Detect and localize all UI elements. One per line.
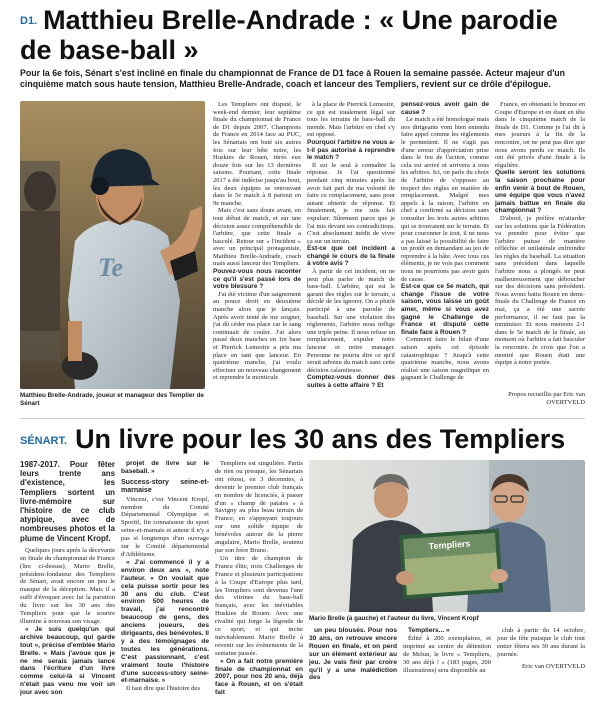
- article2-title: Un livre pour les 30 ans des Templiers: [75, 424, 566, 454]
- article1-column-1: [213, 101, 301, 409]
- article2-column-2: [121, 460, 209, 698]
- article1-title: Matthieu Brelle-Andrade : « Une parodie de base-ball »: [20, 5, 558, 66]
- article2-column-1: [20, 460, 115, 698]
- article1-col2-q1: Pourquoi l'arbitre ne vous a-t-il pas autorisé à reprendre le match ?: [307, 138, 395, 162]
- article1-lead: Pour la 6e fois, Sénart s'est incliné en finale du championnat de France de D1 face à Rouen la semaine passée. Acteur majeur d'un cinquième match sous haute tension, Matthieu Brelle-Andrade, coach et lanceur des Templiers, revient sur ce drôle d'épilogue.: [20, 68, 566, 89]
- article2-headline: [20, 424, 585, 456]
- article1-col4-q1: Quelle seront les solutions la saison prochaine pour enfin venir à bout de Rouen, une équipe que vous n'avez jamais battue en finale du championnat ?: [495, 169, 585, 215]
- article1-signature: [495, 388, 585, 408]
- article2-col2-p4: Il faut dire que l'histoire des: [126, 685, 200, 693]
- article2-column-3: [215, 460, 303, 698]
- article2-col5-p2: Édité à 200 exemplaires, et imprimé au centre de détention de Melun, le livre « Templiers, 30 ans déjà ! » (183 pages, 200 illustrations) sera disponible au: [403, 634, 491, 674]
- book-presentation-photo: [309, 460, 585, 612]
- article1-col2-p2: Il est le seul à connaître la réponse. Je l'ai questionné pendant cinq minutes après lui avoir fait part de ma volonté de faire ce remplacement, sans pour autant obtenir de réponse. Et finalement, je me suis fait expulser. Sûrement parce que je l'ai mis devant ses contradictions. C'est absolument inédit de vivre ça sur un terrain.: [307, 161, 395, 245]
- article2-col2-p3: « J'ai commencé il y a environ deux ans », note l'auteur. « On voulait que cela puisse sortir pour les 30 ans du club. C'est environ 500 heures de travail, j'ai rencontré beaucoup de gens, des anciens joueurs, des dirigeants, des bénévoles. Il y a des témoignages de toutes les générations. C'est passionnant, c'est vraiment toute l'histoire d'une success-story seine-et-marnaise. »: [121, 558, 209, 685]
- article1-col2-q2: Est-ce que cet incident a changé le cours de la finale à votre avis ?: [307, 245, 395, 268]
- article2-col3-p3: « On a fait notre première finale de championnat en 2007, pour nos 20 ans, déjà face à Rouen, et on s'était fait: [215, 657, 303, 697]
- article2-subheading: Success-story seine-et-marnaise: [121, 478, 209, 494]
- article2-column-5: [403, 627, 491, 698]
- article2-col2-p1: projet de livre sur le baseball. »: [121, 460, 209, 475]
- article1-col4-p2: D'abord, je préfère m'attarder sur les solutions que la Fédération va prendre pour éviter que l'arbitre puisse de manière réfléchie et unilatérale enfreindre les règles du baseball. La situation sans précédent dans laquelle l'arbitre nous a plongés ne peut malheureusement que déboucher sur des décisions sans précédent. Nous avons battu Rouen en demi-finale du Challenge de France en mai, ça a été une sacrée performance, il ne faut pas la minimiser. Et nous menions 2-1 dans le 5e match de la finale, au moment où l'arbitre a fait basculer la rencontre. Je crois que l'on a montré que Rouen était une équipe à notre portée.: [495, 214, 585, 367]
- article1-col2-p1: à la place de Pierrick Lemestre, ce qui est totalement légal sur tous les terrains de base-ball du monde. Mais l'arbitre en chef s'y est opposé.: [307, 101, 395, 139]
- article2-col6-p1: club à partir du 14 octobre, jour de fête puisque le club tout entier fêtera ses 30 ans durant la journée.: [497, 627, 585, 658]
- article1-column-2: [307, 101, 395, 409]
- article1-signature-text: Propos recueillis par Eric van OVERTVELD: [508, 391, 585, 406]
- article1-col2-p3: À partir de cet incident, on ne peut plus parler de match de base-ball. L'arbitre, qui est le garant des règles sur le terrain, a décidé de les ignorer. On a plutôt participé à une parodie de baseball. Sur une violation des règlements, l'arbitre nous inflige une triple peine. Il nous refuse un remplacement, expulse notre lanceur et notre manager. Personne ne pourra dire ce qu'il serait advenu du match sans cette décision calamiteuse.: [307, 268, 395, 374]
- article1-photo: [20, 101, 205, 389]
- article2-intro: 1987-2017. Pour fêter leurs trente ans d'existence, les Templiers sortent un livre-mémoire sur l'histoire de ce club atypique, avec de nombreuses photos et la plume de Vincent Kropf.: [20, 460, 115, 543]
- article2-signature: Eric van OVERTVELD: [522, 662, 585, 670]
- article1-photo-caption: Matthieu Brelle-Andrade, joueur et manageur des Templier de Sénart: [20, 392, 204, 407]
- book-cover-title: Templiers: [428, 538, 471, 552]
- article1-col1-p2: Mais c'est sans doute avant, en tout début de match, et sur une décision assez compréhensible de l'arbitre, que cette finale a basculé. Retour sur « l'incident » avec un principal protagoniste, Matthieu Brelle-Andrade, coach mais aussi lanceur des Templiers.: [213, 207, 301, 268]
- article-separator: [20, 418, 585, 419]
- article1-col3-q1: pensez-vous avoir gain de cause ?: [401, 101, 489, 116]
- article2-col4-p1: un peu blousés. Pour nos 30 ans, on retrouve encore Rouen en finale, et on perd sur un élément extérieur au jeu. Je vais finir par croire qu'il y a une malédiction des: [309, 627, 397, 682]
- svg-text:Te: Te: [98, 253, 124, 282]
- article1-col3-p1: Le match a été homologué mais nos dirigeants vont bien entendu faire appel comme les règlements le permettent. Il ne s'agit pas d'une erreur d'appréciation prise dans le feu de l'action, comme cela est arrivé et arrivera à tous les arbitres. Ici, on parle du choix de l'arbitre de s'opposer au respect des règles en matière de remplacement. Malgré mes appels à la raison, l'arbitre en chef a confirmé sa décision sans consulter les trois autres arbitres qui se trouvaient sur le terrain. Et pour couronner le tout, il ne nous a pas laissé la possibilité de faire un protêt en demandant au jeu de reprendre à la hâte. Avec tous ces éléments, je ne vois pas comment nous ne pourrions pas avoir gain de cause.: [401, 116, 489, 283]
- article2-col3-p2: Un titre de champion de France élite, trois Challenges de France et plusieurs participations à la Coupe d'Europe plus tard, les Templiers sont devenus l'une des vitrines du base-ball français, avec les inévitables Huskies de Rouen. Avec une rivalité qui forge la légende de ce sport, et qui incite inévitablement Mario Brelle à revenir sur les évènements de la semaine passée.: [215, 554, 303, 657]
- article2-column-6: [497, 627, 585, 698]
- article2-col3-p1: Templiers est singulière. Partis de rien ou presque, les Sénartais ont réussi, en 3 décennies, à devenir le premier club français en nombre de licenciés, à passer d'un « champ de patates » à Savigny au plus beau terrain de France, en s'appuyant toujours sur une solide équipe de bénévoles autour de la pierre angulaire, Mario Brelle, soutenu par son frère Bruno.: [215, 460, 303, 554]
- article1-col2-q3: Comptez-vous donner des suites à cette affaire ? Et: [307, 374, 395, 389]
- article2-col1-p1: Quelques jours après la décevante en finale du championnat de France (lire ci-dessus), Mario Brelle, président-fondateur des Templiers de Sénart, avait encore un peu le masque de la déception. Mais il a suffi d'évoquer avec lui la parution du livre sur les 30 ans des Templiers pour que le sourire illumine à nouveau son visage.: [20, 546, 115, 625]
- article2-col5-p1: Templiers... »: [408, 627, 450, 634]
- article1-col1-p1: Les Templiers ont disputé, le week-end dernier, leur septième finale du championnat de France de D1 depuis 2007. Champions de France en 2014 face au PUC, les Sénartais ont buté six autres fois sur leur bête noire, les Huskies de Rouen, titrés eux douze fois sur les 13 dernières saisons. Pourtant, cette finale 2017 a été indécise jusqu'au bout, les deux équipes se retrouvant dans le 5e match à 8 partout en 9e manche.: [213, 101, 301, 207]
- article1-col1-p3: J'ai été victime d'un saignement au pouce droit en deuxième manche alors que je lançais. Après avoir tenté de me soigner, j'ai dû céder ma place car le sang continuait de couler. J'ai alors passé deux manches en 1re base et Pierrick Lemestre a pris ma place en tant que lanceur. En quatrième manche, j'ai voulu effectuer un nouveau changement et reprendre le monticule: [213, 290, 301, 382]
- baseball-player-photo: [20, 101, 205, 389]
- article2-photo: [309, 460, 585, 612]
- article1-column-3: [401, 101, 489, 409]
- article1-col3-q2: Est-ce que ce 5e match, qui change l'issue de votre saison, vous laisse un goût amer, même si vous avez gagné le Challenge de France et disputé cette finale face à Rouen ?: [401, 283, 489, 336]
- article2-col2-p2: Vincent, c'est Vincent Kropf, membre du Comité Départemental Olympique et Sportif, fin connaisseur du sport seine-et-marnais et auteur il n'y a pas si longtemps d'un ouvrage sur le Comité départemental d'Athlétisme.: [121, 495, 209, 558]
- article1-headline: [20, 6, 585, 65]
- article1-col4-p1: France, en obtenant le bronze en Coupe d'Europe et en étant en tête dans le cinquième match de la finale de D1. Comme je l'ai dit à mes joueurs à la fin de la rencontre, on ne peut pas dire que nous avons perdu ce match. Ils ont été privés d'une finale à la régulière.: [495, 101, 585, 169]
- article1-col1-question: Pouvez-vous nous raconter ce qu'il s'est passé lors de votre blessure ?: [213, 268, 301, 291]
- article2-kicker: SÉNART.: [20, 434, 68, 447]
- article2-photo-caption: Mario Brelle (à gauche) et l'auteur du livre, Vincent Kropf: [309, 615, 479, 622]
- article2-column-4: [309, 627, 397, 698]
- article2-col1-p2: « Je suis quelqu'un qui archive beaucoup, qui garde tout », précise d'emblée Mario Brelle. « Mais j'avoue que je ne me serais jamais lancé dans l'écriture d'un livre comme celui-là si Vincent n'était pas venu me voir un jour avec son: [20, 625, 115, 697]
- article1-kicker: D1.: [20, 15, 38, 28]
- article1-col3-p2: Comment faire le bilan d'une saison après cet épisode catastrophique ? Jusqu'à cette quatrième manche, nous avons réalisé une saison magnifique en gagnant le Challenge de: [401, 336, 489, 382]
- article1-column-4: [495, 101, 585, 409]
